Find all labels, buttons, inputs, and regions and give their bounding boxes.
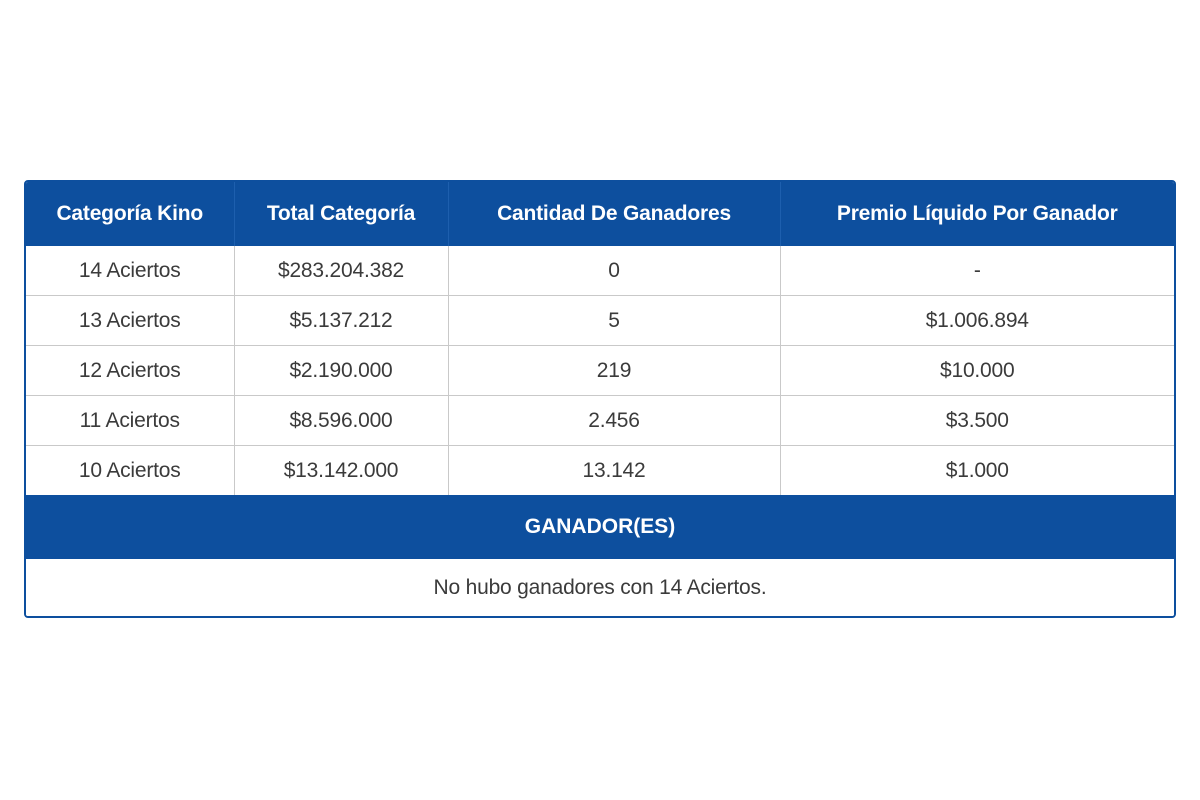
cell-prize: - <box>780 246 1174 296</box>
cell-category: 14 Aciertos <box>26 246 234 296</box>
cell-winner-count: 219 <box>448 346 780 396</box>
cell-winner-count: 5 <box>448 296 780 346</box>
table-row <box>26 246 1174 296</box>
results-panel <box>24 180 1176 618</box>
winners-message: No hubo ganadores con 14 Aciertos. <box>26 559 1174 616</box>
column-header-prize-per-winner: Premio Líquido Por Ganador <box>780 182 1174 246</box>
winners-title: GANADOR(ES) <box>26 495 1174 559</box>
cell-category: 10 Aciertos <box>26 446 234 496</box>
cell-total: $13.142.000 <box>234 446 448 496</box>
cell-winner-count: 0 <box>448 246 780 296</box>
table-row <box>26 446 1174 496</box>
table-header-row <box>26 182 1174 246</box>
cell-total: $2.190.000 <box>234 346 448 396</box>
cell-winner-count: 2.456 <box>448 396 780 446</box>
column-header-category: Categoría Kino <box>26 182 234 246</box>
cell-category: 12 Aciertos <box>26 346 234 396</box>
cell-total: $8.596.000 <box>234 396 448 446</box>
cell-category: 13 Aciertos <box>26 296 234 346</box>
cell-prize: $10.000 <box>780 346 1174 396</box>
table-row <box>26 346 1174 396</box>
cell-winner-count: 13.142 <box>448 446 780 496</box>
cell-total: $283.204.382 <box>234 246 448 296</box>
cell-total: $5.137.212 <box>234 296 448 346</box>
column-header-total: Total Categoría <box>234 182 448 246</box>
cell-prize: $3.500 <box>780 396 1174 446</box>
column-header-winner-count: Cantidad De Ganadores <box>448 182 780 246</box>
cell-prize: $1.000 <box>945 458 1009 482</box>
table-row <box>26 296 1174 346</box>
cell-category: 11 Aciertos <box>26 396 234 446</box>
table-row <box>26 396 1174 446</box>
cell-prize: $1.006.894 <box>780 296 1174 346</box>
prize-table <box>26 182 1174 495</box>
